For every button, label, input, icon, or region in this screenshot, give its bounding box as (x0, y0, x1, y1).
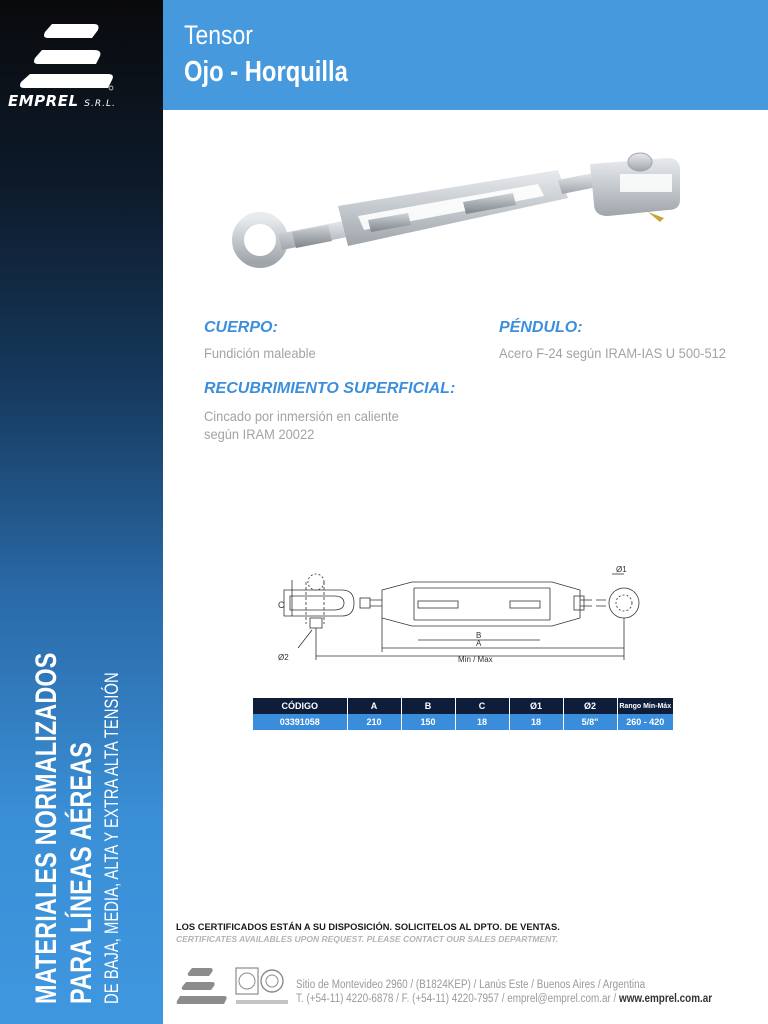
table-header-rango: Rango Min-Máx (617, 698, 673, 714)
spec-table (253, 698, 673, 730)
spec-recubrimiento-line2: según IRAM 20022 (204, 426, 315, 442)
spec-recubrimiento-label: RECUBRIMIENTO SUPERFICIAL: (204, 380, 456, 397)
drawing-label-d1: Ø1 (616, 565, 627, 574)
table-cell-a: 210 (347, 714, 401, 730)
table-cell-rango: 260 - 420 (617, 714, 673, 730)
footer-website-link[interactable]: www.emprel.com.ar (619, 993, 713, 1005)
technical-drawing (262, 560, 662, 670)
sidebar-subtitle: DE BAJA, MEDIA, ALTA Y EXTRA ALTA TENSIÓN (102, 672, 123, 1004)
spec-cuerpo-label: CUERPO: (204, 319, 278, 336)
drawing-label-a: A (476, 639, 482, 648)
table-header-d1: Ø1 (509, 698, 563, 714)
spec-recubrimiento-line1: Cincado por inmersión en caliente (204, 408, 399, 424)
footer-contact-details: T. (+54-11) 4220-6878 / F. (+54-11) 4220-7957 / emprel@emprel.com.ar / (296, 993, 617, 1005)
table-header-d2: Ø2 (563, 698, 617, 714)
certificates-note-en: CERTIFICATES AVAILABLES UPON REQUEST. PLEASE CONTACT OUR SALES DEPARTMENT. (176, 934, 559, 944)
drawing-label-c: C (278, 600, 285, 610)
brand-suffix: S.R.L. (84, 99, 116, 109)
table-header-codigo: CÓDIGO (253, 698, 347, 714)
sidebar-title-line2: PARA LÍNEAS AÉREAS (65, 742, 98, 1004)
spec-pendulo-label: PÉNDULO: (499, 319, 583, 336)
certificates-note-es: LOS CERTIFICADOS ESTÁN A SU DISPOSICIÓN. SOLICITELOS AL DPTO. DE VENTAS. (176, 922, 560, 933)
table-cell-d2: 5/8" (563, 714, 617, 730)
table-row (253, 714, 673, 730)
turnbuckle-photo (228, 150, 688, 275)
footer-contact (296, 993, 712, 1005)
table-header-a: A (347, 698, 401, 714)
page-title: Tensor (184, 20, 253, 50)
page-header (163, 0, 768, 110)
brand-name: EMPREL (8, 92, 79, 110)
spec-pendulo-value: Acero F-24 según IRAM-IAS U 500-512 (499, 345, 726, 361)
footer-address: Sitio de Montevideo 2960 / (B1824KEP) / Lanús Este / Buenos Aires / Argentina (296, 979, 646, 991)
drawing-label-d2: Ø2 (278, 653, 289, 662)
table-header-row (253, 698, 673, 714)
sidebar-title-line1: MATERIALES NORMALIZADOS (30, 652, 63, 1004)
table-cell-d1: 18 (509, 714, 563, 730)
footer-logo-icon (176, 966, 232, 1006)
spec-cuerpo-value: Fundición maleable (204, 345, 316, 361)
drawing-label-b: B (476, 631, 482, 640)
sidebar-vertical-text (0, 0, 163, 1024)
certification-seals-icon (234, 966, 290, 1010)
sidebar (0, 0, 163, 1024)
table-header-b: B (401, 698, 455, 714)
table-header-c: C (455, 698, 509, 714)
table-cell-c: 18 (455, 714, 509, 730)
table-cell-codigo: 03391058 (253, 714, 347, 730)
table-cell-b: 150 (401, 714, 455, 730)
page-subtitle: Ojo - Horquilla (184, 56, 348, 88)
drawing-label-minmax: Min / Max (458, 655, 493, 664)
